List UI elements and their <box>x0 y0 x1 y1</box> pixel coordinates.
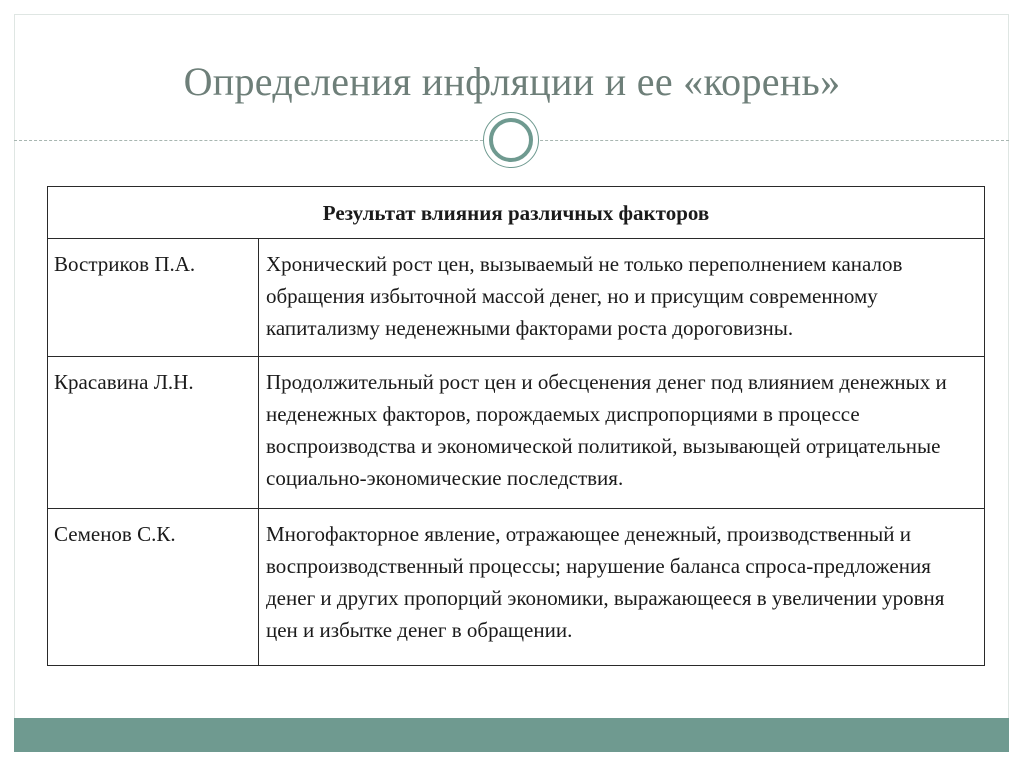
table-row <box>48 508 984 664</box>
definition-cell: Многофакторное явление, отражающее денежный, производственный и воспроизводственный процессы; нарушение баланса спроса-предложения денег и других пропорций экономики, выражающееся в увеличении уровня цен и избытке денег в обращении. <box>266 522 945 642</box>
table-top-border <box>48 186 984 187</box>
table-row <box>48 238 984 356</box>
definition-cell: Хронический рост цен, вызываемый не только переполнением каналов обращения избыточной массой денег, но и присущим современному капитализму неденежными факторами роста дороговизны. <box>266 252 903 340</box>
footer-band <box>14 718 1009 752</box>
author-cell: Красавина Л.Н. <box>54 370 194 394</box>
table-row <box>48 356 984 508</box>
circle-ornament-icon <box>483 112 539 168</box>
slide-title: Определения инфляции и ее «корень» <box>183 59 841 104</box>
definitions-table <box>47 186 985 666</box>
author-cell: Востриков П.А. <box>54 252 196 276</box>
author-cell: Семенов С.К. <box>54 522 176 546</box>
table-header: Результат влияния различных факторов <box>322 200 710 225</box>
definition-cell: Продолжительный рост цен и обесценения денег под влиянием денежных и неденежных факторов, порождаемых диспропорциями в процессе воспроизводства и экономической политикой, вызывающей отрицательные социально-экономические последствия. <box>266 370 947 490</box>
